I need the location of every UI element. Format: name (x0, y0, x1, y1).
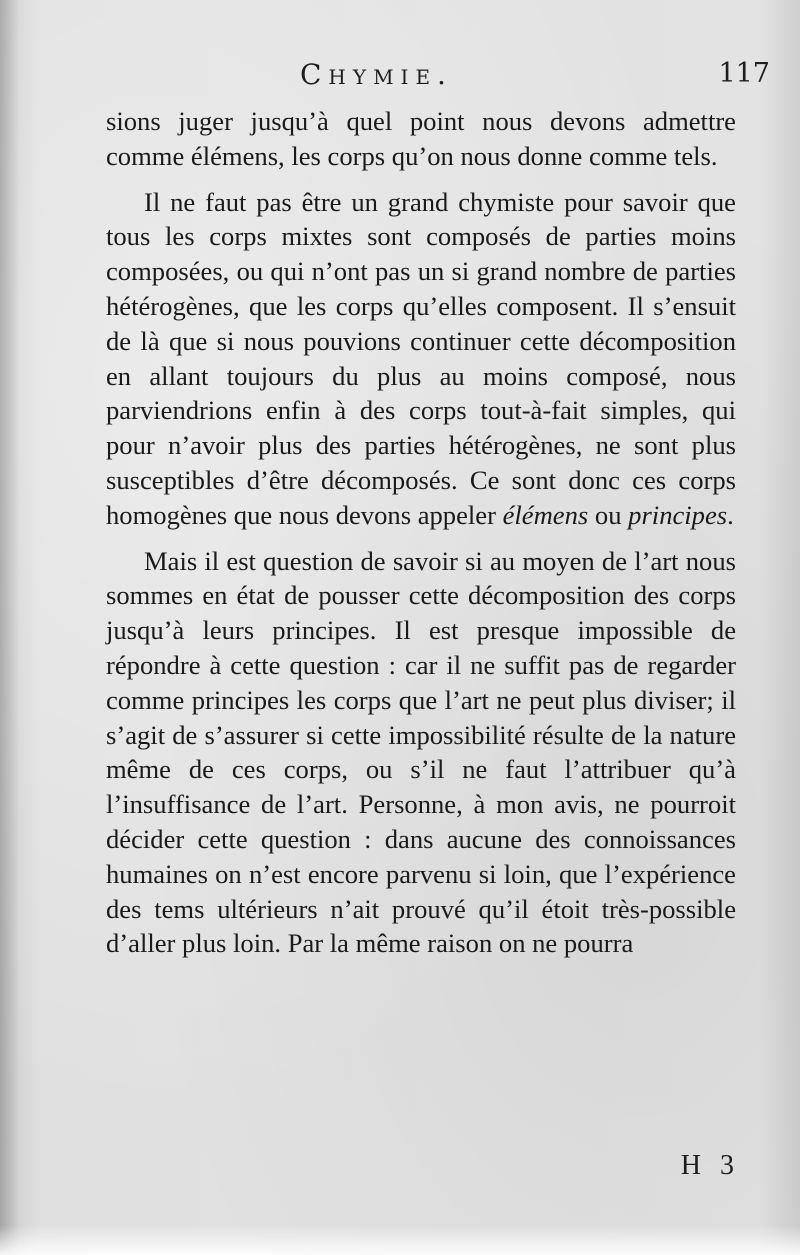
page-edge-shadow (0, 0, 20, 1255)
paragraph-elements (106, 185, 736, 533)
term-principes: principes (628, 499, 728, 530)
body-text (106, 104, 736, 961)
page-bottom-edge (0, 1225, 800, 1255)
running-head: Chymie. (300, 58, 453, 91)
page-number: 117 (718, 58, 770, 89)
term-elemens: élémens (502, 499, 589, 530)
paragraph-continuation: sions juger jusqu’à quel point nous devons admettre comme élémens, les corps qu’on nous donne comme tels. (106, 106, 736, 171)
paragraph-text: Il ne faut pas être un grand chymiste pour savoir que tous les corps mixtes sont composés de parties moins composées, ou qui n’ont pas un si grand nombre de parties hétérogènes, que les corps qu’elles composent. Il s’ensuit de là que si nous pouvions continuer cette décomposition en allant toujours du plus au moins composé, nous parviendrions enfin à des corps tout-à-fait simples, qui pour n’avoir plus des parties hétérogènes, ne sont plus susceptibles d’être décomposés. Ce sont donc ces corps homogènes que nous devons appeler (106, 186, 736, 530)
paragraph-end: . (727, 499, 734, 530)
signature-mark: H 3 (680, 1150, 740, 1181)
paragraph-question: Mais il est question de savoir si au moyen de l’art nous sommes en état de pousser cette décomposition des corps jusqu’à leurs principes. Il est presque impossible de répondre à cette question : car il ne suffit pas de regarder comme principes les corps que l’art ne peut plus diviser; il s’agit de s’assurer si cette impossibilité résulte de la nature même de ces corps, ou s’il ne faut l’attribuer qu’à l’insuffisance de l’art. Personne, à mon avis, ne pourroit décider cette question : dans aucune des connoissances humaines on n’est encore parvenu si loin, que l’expérience des tems ultérieurs n’ait prouvé qu’il étoit très-possible d’aller plus loin. Par la même raison on ne pourra (106, 545, 736, 959)
connector-text: ou (588, 499, 629, 530)
